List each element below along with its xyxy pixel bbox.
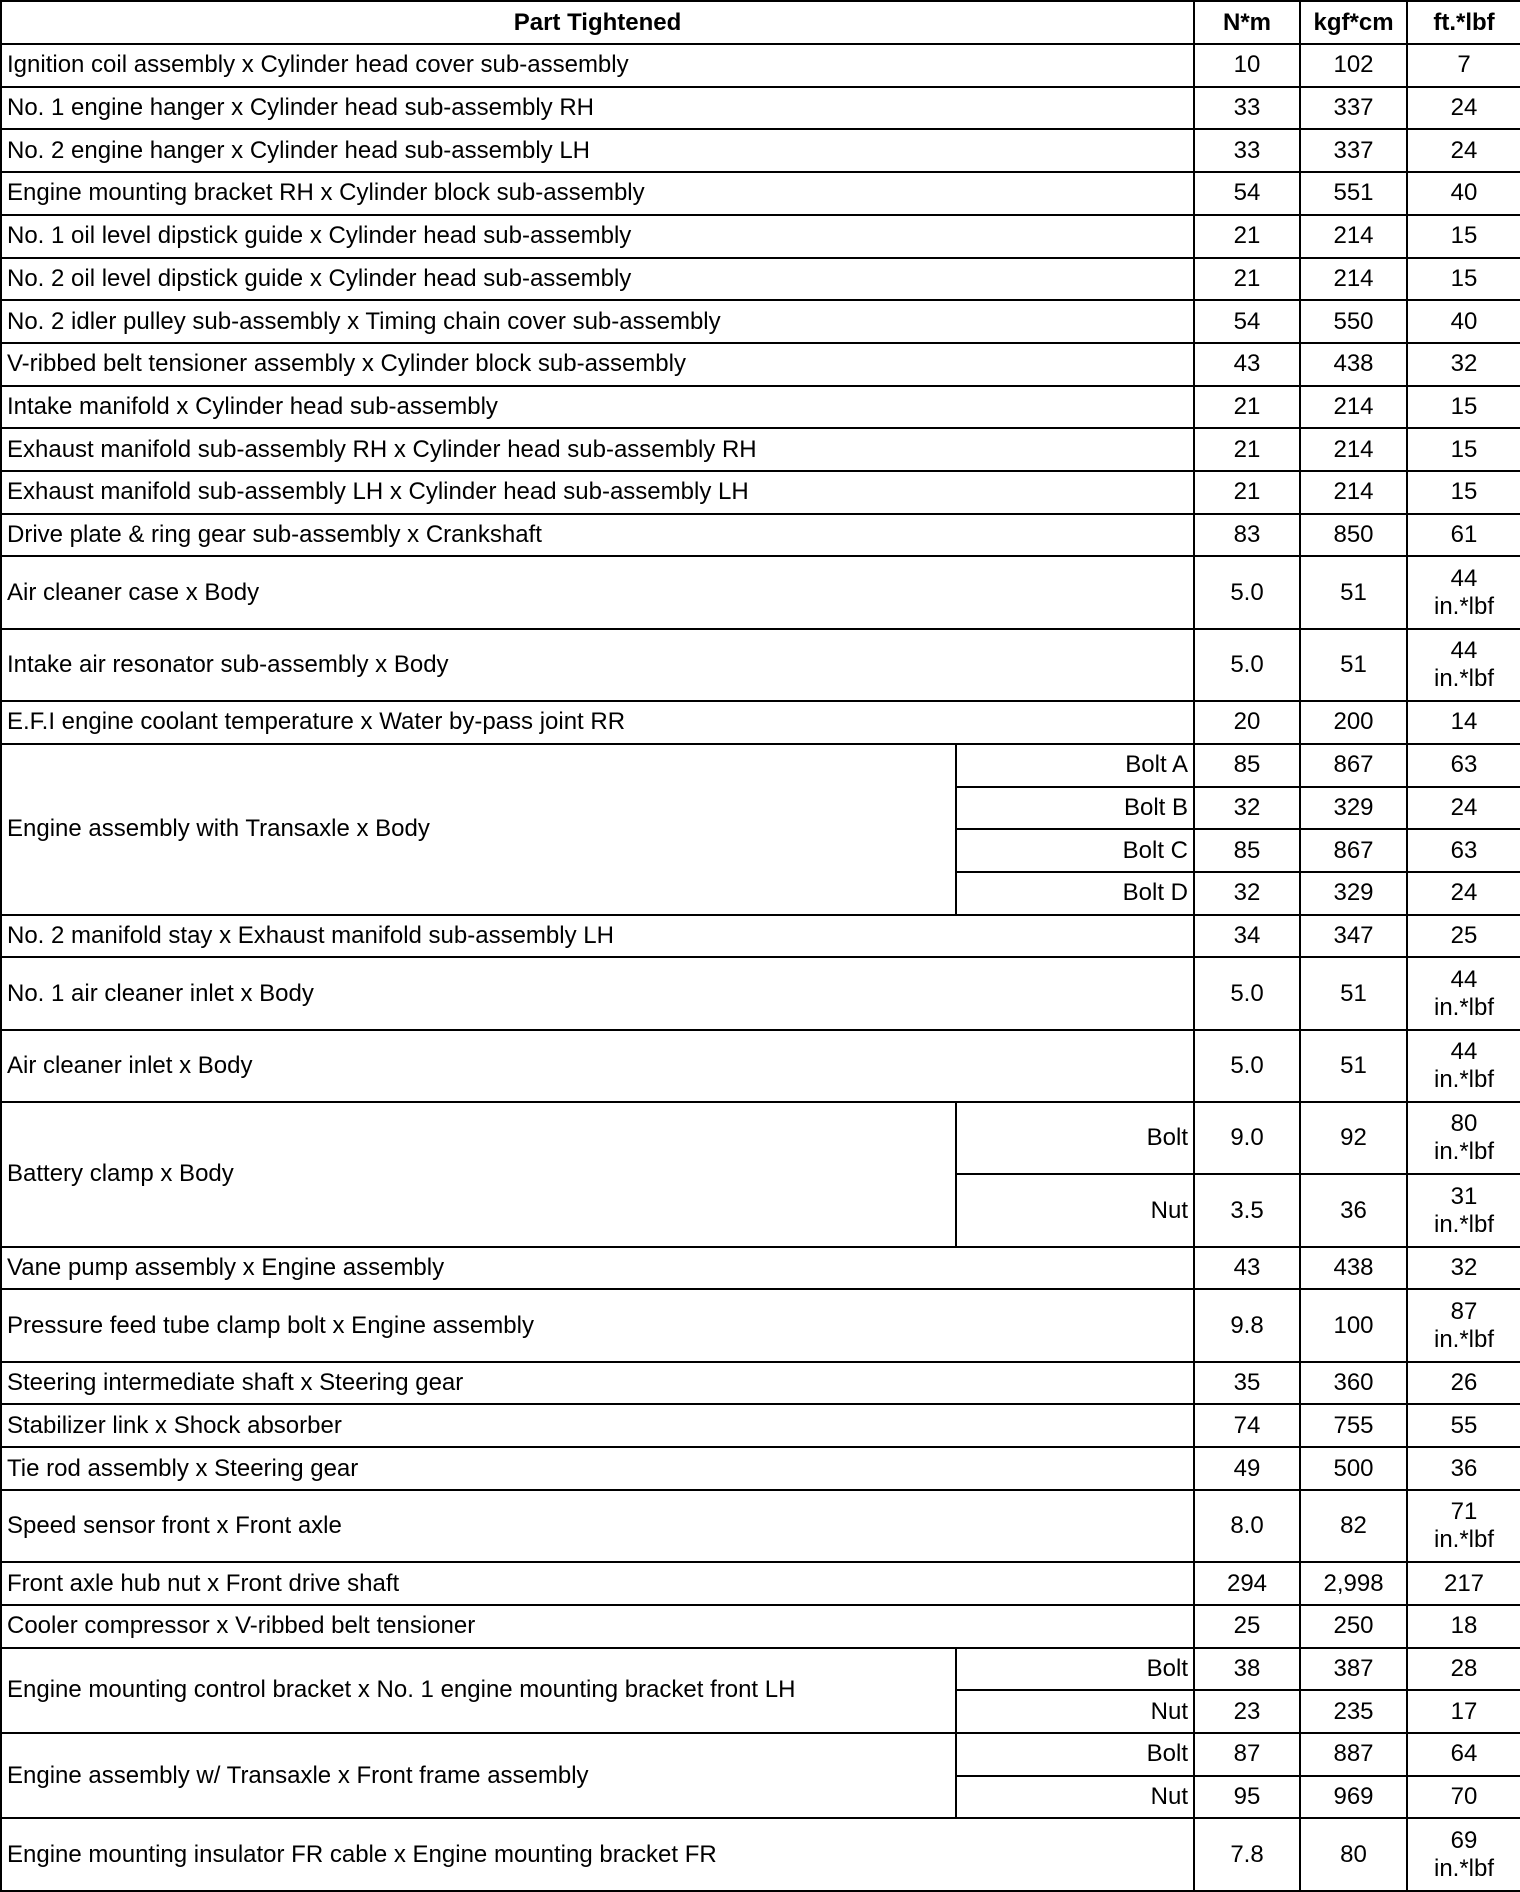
in-lbf-unit: in.*lbf	[1433, 1854, 1495, 1882]
kgf-cm-value: 36	[1300, 1174, 1407, 1246]
nm-value: 5.0	[1194, 556, 1300, 628]
ft-lbf-value: 14	[1407, 701, 1520, 744]
part-tightened-cell: No. 2 manifold stay x Exhaust manifold sub-assembly LH	[1, 915, 1194, 958]
nm-value: 32	[1194, 787, 1300, 830]
ft-lbf-value: 36	[1407, 1447, 1520, 1490]
in-lbf-unit: in.*lbf	[1433, 1210, 1495, 1238]
part-tightened-cell: No. 1 engine hanger x Cylinder head sub-assembly RH	[1, 87, 1194, 130]
part-tightened-cell: Exhaust manifold sub-assembly LH x Cylinder head sub-assembly LH	[1, 471, 1194, 514]
ft-lbf-cell	[1407, 1030, 1520, 1102]
fastener-type-cell: Bolt B	[956, 787, 1194, 830]
kgf-cm-value: 92	[1300, 1102, 1407, 1174]
ft-lbf-value: 26	[1407, 1362, 1520, 1405]
part-tightened-cell: Engine mounting insulator FR cable x Engine mounting bracket FR	[1, 1818, 1194, 1891]
nm-value: 25	[1194, 1605, 1300, 1648]
nm-value: 5.0	[1194, 629, 1300, 701]
kgf-cm-value: 102	[1300, 44, 1407, 87]
part-tightened-cell: Pressure feed tube clamp bolt x Engine assembly	[1, 1289, 1194, 1361]
ft-lbf-cell	[1407, 1289, 1520, 1361]
kgf-cm-value: 500	[1300, 1447, 1407, 1490]
nm-value: 43	[1194, 343, 1300, 386]
part-tightened-cell: Exhaust manifold sub-assembly RH x Cylinder head sub-assembly RH	[1, 428, 1194, 471]
kgf-cm-value: 214	[1300, 428, 1407, 471]
nm-value: 21	[1194, 428, 1300, 471]
ft-lbf-value: 40	[1407, 172, 1520, 215]
in-lbf-unit: in.*lbf	[1433, 664, 1495, 692]
ft-lbf-value: 70	[1407, 1776, 1520, 1819]
ft-lbf-cell	[1407, 1490, 1520, 1562]
part-tightened-cell: Steering intermediate shaft x Steering gear	[1, 1362, 1194, 1405]
nm-value: 21	[1194, 258, 1300, 301]
table-row	[1, 129, 1520, 172]
nm-value: 34	[1194, 915, 1300, 958]
fastener-type-cell: Bolt D	[956, 872, 1194, 915]
ft-lbf-value: 44	[1450, 965, 1478, 993]
table-row	[1, 1490, 1520, 1562]
nm-value: 5.0	[1194, 957, 1300, 1029]
table-row	[1, 1733, 1520, 1776]
nm-value: 33	[1194, 129, 1300, 172]
kgf-cm-value: 200	[1300, 701, 1407, 744]
fastener-type-cell: Nut	[956, 1174, 1194, 1246]
ft-lbf-cell	[1407, 629, 1520, 701]
ft-lbf-value: 40	[1407, 300, 1520, 343]
kgf-cm-value: 347	[1300, 915, 1407, 958]
kgf-cm-value: 867	[1300, 744, 1407, 787]
ft-lbf-value: 24	[1407, 872, 1520, 915]
part-tightened-cell: Cooler compressor x V-ribbed belt tensioner	[1, 1605, 1194, 1648]
ft-lbf-value: 63	[1407, 744, 1520, 787]
ft-lbf-value: 31	[1450, 1182, 1478, 1210]
in-lbf-unit: in.*lbf	[1433, 1065, 1495, 1093]
kgf-cm-value: 214	[1300, 471, 1407, 514]
ft-lbf-value: 32	[1407, 343, 1520, 386]
table-row	[1, 300, 1520, 343]
ft-lbf-value: 17	[1407, 1690, 1520, 1733]
kgf-cm-value: 51	[1300, 556, 1407, 628]
ft-lbf-cell	[1407, 1818, 1520, 1891]
in-lbf-unit: in.*lbf	[1433, 1526, 1495, 1554]
nm-value: 9.8	[1194, 1289, 1300, 1361]
table-row	[1, 215, 1520, 258]
table-row	[1, 1447, 1520, 1490]
ft-lbf-value: 87	[1450, 1297, 1478, 1325]
nm-value: 35	[1194, 1362, 1300, 1405]
table-row	[1, 471, 1520, 514]
table-row	[1, 1030, 1520, 1102]
nm-value: 38	[1194, 1648, 1300, 1691]
part-tightened-cell: E.F.I engine coolant temperature x Water by-pass joint RR	[1, 701, 1194, 744]
table-row	[1, 44, 1520, 87]
fastener-type-cell: Bolt A	[956, 744, 1194, 787]
ft-lbf-value: 80	[1450, 1110, 1478, 1138]
part-tightened-cell: Engine mounting control bracket x No. 1 engine mounting bracket front LH	[1, 1648, 956, 1733]
part-tightened-cell: No. 2 idler pulley sub-assembly x Timing chain cover sub-assembly	[1, 300, 1194, 343]
table-row	[1, 514, 1520, 557]
kgf-cm-value: 80	[1300, 1818, 1407, 1891]
part-tightened-cell: No. 1 oil level dipstick guide x Cylinder head sub-assembly	[1, 215, 1194, 258]
kgf-cm-value: 387	[1300, 1648, 1407, 1691]
kgf-cm-value: 551	[1300, 172, 1407, 215]
table-row	[1, 1818, 1520, 1891]
kgf-cm-value: 51	[1300, 629, 1407, 701]
table-row	[1, 1247, 1520, 1290]
fastener-type-cell: Nut	[956, 1776, 1194, 1819]
part-tightened-cell: Drive plate & ring gear sub-assembly x Crankshaft	[1, 514, 1194, 557]
in-lbf-unit: in.*lbf	[1433, 592, 1495, 620]
in-lbf-unit: in.*lbf	[1433, 1138, 1495, 1166]
part-tightened-cell: Vane pump assembly x Engine assembly	[1, 1247, 1194, 1290]
ft-lbf-value: 15	[1407, 386, 1520, 429]
kgf-cm-value: 235	[1300, 1690, 1407, 1733]
ft-lbf-value: 217	[1407, 1562, 1520, 1605]
part-tightened-cell: Engine assembly with Transaxle x Body	[1, 744, 956, 915]
nm-value: 49	[1194, 1447, 1300, 1490]
kgf-cm-value: 887	[1300, 1733, 1407, 1776]
ft-lbf-value: 24	[1407, 87, 1520, 130]
part-tightened-cell: No. 1 air cleaner inlet x Body	[1, 957, 1194, 1029]
part-tightened-cell: Intake manifold x Cylinder head sub-assembly	[1, 386, 1194, 429]
table-row	[1, 258, 1520, 301]
table-row	[1, 629, 1520, 701]
kgf-cm-value: 51	[1300, 1030, 1407, 1102]
part-tightened-cell: Tie rod assembly x Steering gear	[1, 1447, 1194, 1490]
nm-value: 74	[1194, 1404, 1300, 1447]
ft-lbf-value: 44	[1450, 1037, 1478, 1065]
nm-value: 5.0	[1194, 1030, 1300, 1102]
part-tightened-cell: Battery clamp x Body	[1, 1102, 956, 1247]
header-nm: N*m	[1194, 1, 1300, 44]
header-row	[1, 1, 1520, 44]
part-tightened-cell: Intake air resonator sub-assembly x Body	[1, 629, 1194, 701]
nm-value: 21	[1194, 386, 1300, 429]
part-tightened-cell: Speed sensor front x Front axle	[1, 1490, 1194, 1562]
nm-value: 7.8	[1194, 1818, 1300, 1891]
nm-value: 87	[1194, 1733, 1300, 1776]
table-row	[1, 1562, 1520, 1605]
part-tightened-cell: Air cleaner case x Body	[1, 556, 1194, 628]
table-row	[1, 87, 1520, 130]
nm-value: 85	[1194, 829, 1300, 872]
header-part-tightened: Part Tightened	[1, 1, 1194, 44]
fastener-type-cell: Nut	[956, 1690, 1194, 1733]
ft-lbf-value: 44	[1450, 564, 1478, 592]
nm-value: 54	[1194, 300, 1300, 343]
table-row	[1, 1648, 1520, 1691]
nm-value: 10	[1194, 44, 1300, 87]
kgf-cm-value: 250	[1300, 1605, 1407, 1648]
table-row	[1, 1404, 1520, 1447]
table-row	[1, 744, 1520, 787]
nm-value: 43	[1194, 1247, 1300, 1290]
kgf-cm-value: 82	[1300, 1490, 1407, 1562]
table-row	[1, 556, 1520, 628]
nm-value: 33	[1194, 87, 1300, 130]
kgf-cm-value: 2,998	[1300, 1562, 1407, 1605]
nm-value: 83	[1194, 514, 1300, 557]
part-tightened-cell: Engine mounting bracket RH x Cylinder block sub-assembly	[1, 172, 1194, 215]
kgf-cm-value: 100	[1300, 1289, 1407, 1361]
fastener-type-cell: Bolt	[956, 1648, 1194, 1691]
table-row	[1, 915, 1520, 958]
ft-lbf-value: 71	[1450, 1498, 1478, 1526]
part-tightened-cell: No. 2 engine hanger x Cylinder head sub-assembly LH	[1, 129, 1194, 172]
part-tightened-cell: Front axle hub nut x Front drive shaft	[1, 1562, 1194, 1605]
ft-lbf-value: 18	[1407, 1605, 1520, 1648]
nm-value: 21	[1194, 471, 1300, 514]
ft-lbf-value: 7	[1407, 44, 1520, 87]
kgf-cm-value: 214	[1300, 215, 1407, 258]
table-row	[1, 343, 1520, 386]
nm-value: 23	[1194, 1690, 1300, 1733]
nm-value: 21	[1194, 215, 1300, 258]
table-row	[1, 172, 1520, 215]
ft-lbf-value: 63	[1407, 829, 1520, 872]
nm-value: 294	[1194, 1562, 1300, 1605]
table-row	[1, 1102, 1520, 1174]
header-ft-lbf: ft.*lbf	[1407, 1, 1520, 44]
kgf-cm-value: 438	[1300, 343, 1407, 386]
nm-value: 95	[1194, 1776, 1300, 1819]
part-tightened-cell: No. 2 oil level dipstick guide x Cylinder head sub-assembly	[1, 258, 1194, 301]
ft-lbf-cell	[1407, 1174, 1520, 1246]
part-tightened-cell: Stabilizer link x Shock absorber	[1, 1404, 1194, 1447]
ft-lbf-value: 32	[1407, 1247, 1520, 1290]
nm-value: 8.0	[1194, 1490, 1300, 1562]
ft-lbf-value: 24	[1407, 787, 1520, 830]
kgf-cm-value: 214	[1300, 386, 1407, 429]
kgf-cm-value: 329	[1300, 787, 1407, 830]
kgf-cm-value: 329	[1300, 872, 1407, 915]
part-tightened-cell: Ignition coil assembly x Cylinder head cover sub-assembly	[1, 44, 1194, 87]
table-row	[1, 1289, 1520, 1361]
nm-value: 85	[1194, 744, 1300, 787]
nm-value: 32	[1194, 872, 1300, 915]
kgf-cm-value: 337	[1300, 129, 1407, 172]
ft-lbf-cell	[1407, 556, 1520, 628]
nm-value: 9.0	[1194, 1102, 1300, 1174]
ft-lbf-value: 61	[1407, 514, 1520, 557]
kgf-cm-value: 214	[1300, 258, 1407, 301]
table-row	[1, 1605, 1520, 1648]
nm-value: 3.5	[1194, 1174, 1300, 1246]
kgf-cm-value: 438	[1300, 1247, 1407, 1290]
fastener-type-cell: Bolt C	[956, 829, 1194, 872]
ft-lbf-cell	[1407, 1102, 1520, 1174]
ft-lbf-value: 44	[1450, 636, 1478, 664]
kgf-cm-value: 755	[1300, 1404, 1407, 1447]
kgf-cm-value: 360	[1300, 1362, 1407, 1405]
table-row	[1, 701, 1520, 744]
nm-value: 20	[1194, 701, 1300, 744]
ft-lbf-value: 28	[1407, 1648, 1520, 1691]
kgf-cm-value: 867	[1300, 829, 1407, 872]
kgf-cm-value: 850	[1300, 514, 1407, 557]
in-lbf-unit: in.*lbf	[1433, 993, 1495, 1021]
ft-lbf-cell	[1407, 957, 1520, 1029]
ft-lbf-value: 15	[1407, 471, 1520, 514]
ft-lbf-value: 69	[1450, 1826, 1478, 1854]
table-row	[1, 957, 1520, 1029]
table-row	[1, 1362, 1520, 1405]
ft-lbf-value: 15	[1407, 215, 1520, 258]
nm-value: 54	[1194, 172, 1300, 215]
ft-lbf-value: 25	[1407, 915, 1520, 958]
table-row	[1, 428, 1520, 471]
ft-lbf-value: 15	[1407, 428, 1520, 471]
ft-lbf-value: 55	[1407, 1404, 1520, 1447]
ft-lbf-value: 64	[1407, 1733, 1520, 1776]
part-tightened-cell: Air cleaner inlet x Body	[1, 1030, 1194, 1102]
kgf-cm-value: 51	[1300, 957, 1407, 1029]
ft-lbf-value: 24	[1407, 129, 1520, 172]
header-kgf-cm: kgf*cm	[1300, 1, 1407, 44]
table-row	[1, 386, 1520, 429]
in-lbf-unit: in.*lbf	[1433, 1325, 1495, 1353]
ft-lbf-value: 15	[1407, 258, 1520, 301]
kgf-cm-value: 550	[1300, 300, 1407, 343]
kgf-cm-value: 337	[1300, 87, 1407, 130]
part-tightened-cell: Engine assembly w/ Transaxle x Front frame assembly	[1, 1733, 956, 1818]
fastener-type-cell: Bolt	[956, 1733, 1194, 1776]
part-tightened-cell: V-ribbed belt tensioner assembly x Cylinder block sub-assembly	[1, 343, 1194, 386]
kgf-cm-value: 969	[1300, 1776, 1407, 1819]
fastener-type-cell: Bolt	[956, 1102, 1194, 1174]
